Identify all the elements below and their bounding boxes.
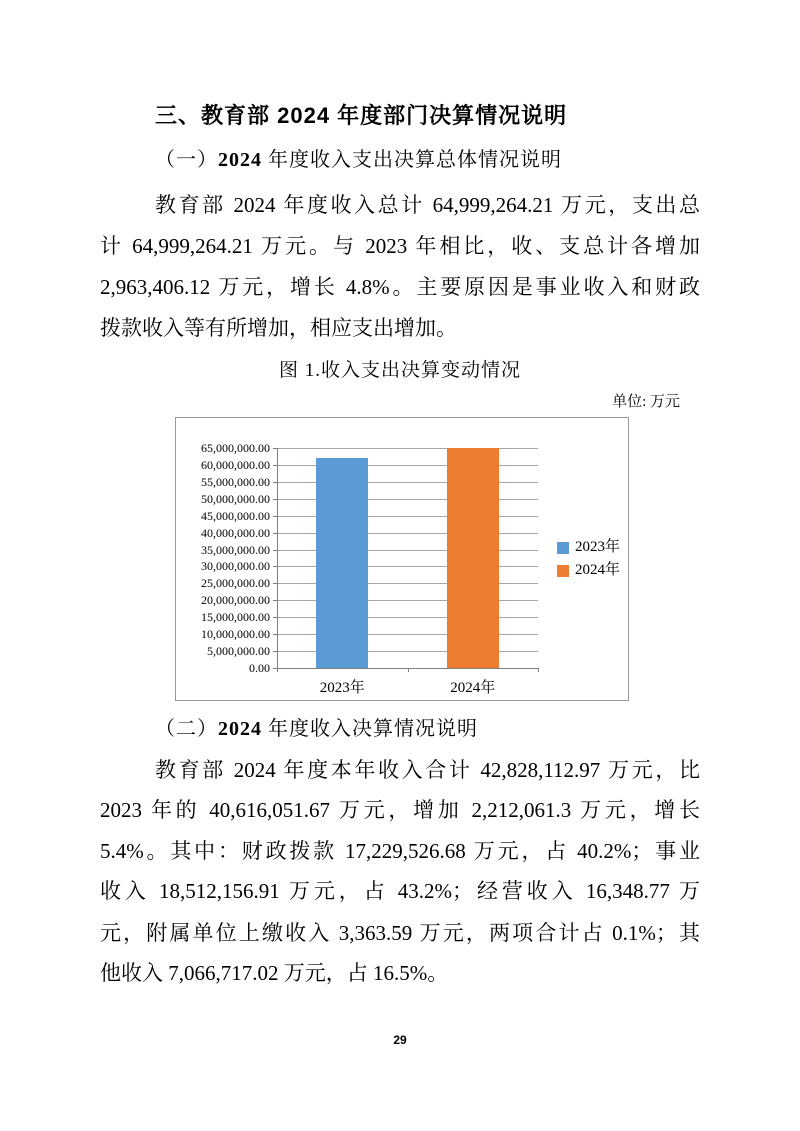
y-axis-tick-label: 60,000,000.00 [201, 457, 270, 472]
y-axis-tick-label: 15,000,000.00 [201, 610, 270, 625]
legend-swatch-icon [557, 565, 569, 577]
paragraph2-line3: 5.4%。其中：财政拨款 17,229,526.68 万元，占 40.2%；事业 [100, 839, 700, 863]
y-axis-tick-label: 0.00 [249, 661, 270, 675]
paragraph1-line3: 2,963,406.12 万元，增长 4.8%。主要原因是事业收入和财政 [100, 275, 700, 299]
y-axis-tick-label: 50,000,000.00 [201, 491, 270, 506]
figure-unit-label: 单位: 万元 [612, 394, 680, 410]
bar-2024年 [447, 448, 499, 668]
x-axis-tick-mark [538, 668, 539, 672]
paragraph2-line2: 2023 年的 40,616,051.67 万元，增加 2,212,061.3 万元，增长 [100, 798, 700, 822]
legend-item [557, 540, 620, 555]
y-axis-tick-label: 20,000,000.00 [201, 593, 270, 608]
legend [557, 540, 620, 586]
legend-swatch-icon [557, 542, 569, 554]
section1-heading-year: 2024 [218, 149, 262, 171]
section1-heading-num: （一） [155, 149, 218, 171]
y-axis-tick-label: 5,000,000.00 [207, 644, 270, 659]
section1-heading-rest: 年度收入支出决算总体情况说明 [262, 149, 562, 171]
legend-item [557, 563, 620, 578]
section2-heading-year: 2024 [218, 718, 262, 740]
x-axis-tick-mark [408, 668, 409, 672]
y-axis-tick-label: 40,000,000.00 [201, 525, 270, 540]
section1-heading [155, 143, 562, 172]
y-axis-line [277, 448, 278, 668]
section2-heading-rest: 年度收入决算情况说明 [262, 718, 478, 740]
paragraph1-line2: 计 64,999,264.21 万元。与 2023 年相比，收、支总计各增加 [100, 234, 700, 258]
figure-1-bar-chart [175, 417, 629, 701]
section2-heading [155, 712, 478, 741]
paragraph2-line4: 收入 18,512,156.91 万元，占 43.2%；经营收入 16,348.77 万 [100, 879, 700, 903]
x-axis-label: 2023年 [319, 680, 365, 696]
y-axis-tick-label: 30,000,000.00 [201, 559, 270, 574]
x-axis-label: 2024年 [450, 680, 496, 696]
y-axis-tick-label: 55,000,000.00 [201, 474, 270, 489]
y-axis-tick-label: 25,000,000.00 [201, 576, 270, 591]
gridline [277, 448, 538, 449]
figure-caption: 图 1.收入支出决算变动情况 [278, 360, 521, 381]
chart-canvas [176, 418, 628, 700]
main-heading: 三、教育部 2024 年度部门决算情况说明 [155, 103, 568, 128]
paragraph2-line5: 元，附属单位上缴收入 3,363.59 万元，两项合计占 0.1%；其 [100, 921, 700, 945]
paragraph1-line4: 拨款收入等有所增加，相应支出增加。 [100, 316, 457, 340]
y-axis-tick-label: 35,000,000.00 [201, 542, 270, 557]
paragraph2-line6: 他收入 7,066,717.02 万元，占 16.5%。 [100, 961, 449, 985]
y-axis-tick-label: 45,000,000.00 [201, 508, 270, 523]
legend-label: 2024年 [575, 562, 621, 578]
x-axis-tick-mark [277, 668, 278, 672]
y-axis-tick-label: 65,000,000.00 [201, 441, 270, 455]
paragraph2-line1: 教育部 2024 年度本年收入合计 42,828,112.97 万元，比 [155, 758, 700, 782]
page-number: 29 [393, 1033, 407, 1047]
legend-label: 2023年 [575, 539, 621, 555]
paragraph1-line1: 教育部 2024 年度收入总计 64,999,264.21 万元，支出总 [155, 193, 700, 217]
y-axis-tick-label: 10,000,000.00 [201, 627, 270, 642]
section2-heading-num: （二） [155, 718, 218, 740]
bar-2023年 [316, 458, 368, 668]
